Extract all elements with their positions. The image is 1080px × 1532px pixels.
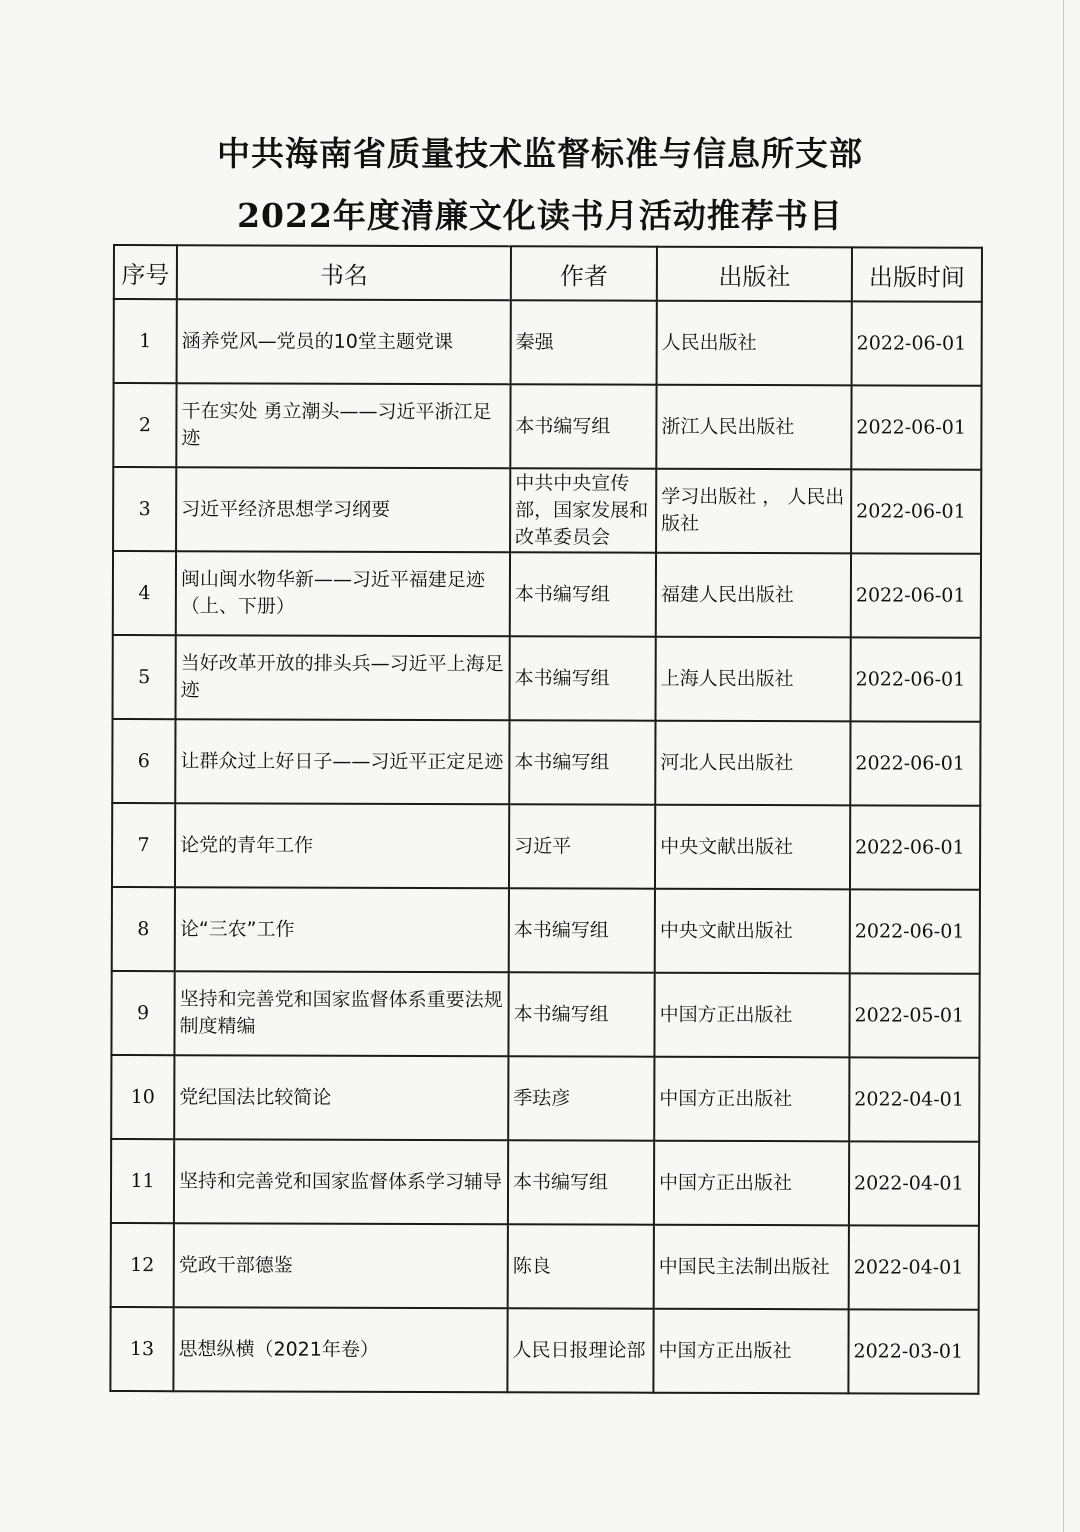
index-cell: 8 [112, 887, 175, 971]
index-cell: 11 [111, 1139, 174, 1223]
book-title-cell: 坚持和完善党和国家监督体系学习辅导 [174, 1139, 508, 1224]
author-cell: 本书编写组 [510, 552, 656, 636]
book-title-cell: 干在实处 勇立潮头——习近平浙江足迹 [176, 383, 510, 468]
publisher-cell: 中国方正出版社 [654, 1141, 849, 1226]
author-cell: 人民日报理论部 [507, 1308, 653, 1392]
table-row [111, 1223, 979, 1310]
book-title-cell: 让群众过上好日子——习近平正定足迹 [175, 719, 509, 804]
document-title-line1: 中共海南省质量技术监督标准与信息所支部 [217, 134, 863, 173]
author-cell: 中共中央宣传部，国家发展和改革委员会 [510, 468, 656, 552]
author-cell: 本书编写组 [510, 384, 656, 468]
header-author: 作者 [511, 246, 657, 300]
document-title-line2: 2022年度清廉文化读书月活动推荐书目 [237, 196, 843, 235]
publish-date-cell: 2022-04-01 [849, 1057, 979, 1141]
publisher-cell: 中央文献出版社 [655, 805, 850, 890]
author-cell: 本书编写组 [509, 888, 655, 972]
book-title-cell: 习近平经济思想学习纲要 [176, 467, 510, 552]
index-cell: 5 [113, 635, 176, 719]
table-row [112, 887, 980, 974]
header-book-title: 书名 [177, 245, 511, 300]
table-row [111, 971, 979, 1058]
author-cell: 本书编写组 [510, 636, 656, 720]
header-publisher: 出版社 [657, 247, 852, 302]
publisher-cell: 上海人民出版社 [656, 637, 851, 722]
publish-date-cell: 2022-06-01 [852, 301, 982, 385]
index-cell: 4 [113, 551, 176, 635]
publish-date-cell: 2022-06-01 [851, 553, 981, 637]
author-cell: 习近平 [509, 804, 655, 888]
publisher-cell: 中国方正出版社 [654, 973, 849, 1058]
index-cell: 10 [111, 1055, 174, 1139]
index-cell: 1 [114, 299, 177, 383]
author-cell: 陈良 [508, 1224, 654, 1308]
index-cell: 6 [112, 719, 175, 803]
header-publish-date: 出版时间 [852, 247, 982, 301]
author-cell: 秦强 [511, 300, 657, 384]
book-title-cell: 思想纵横（2021年卷） [173, 1307, 507, 1392]
publisher-cell: 中国方正出版社 [653, 1309, 848, 1394]
publisher-cell: 福建人民出版社 [656, 553, 851, 638]
book-list-table [109, 244, 983, 1395]
publisher-cell: 中国民主法制出版社 [654, 1225, 849, 1310]
index-cell: 12 [111, 1223, 174, 1307]
book-title-cell: 论党的青年工作 [175, 803, 509, 888]
publish-date-cell: 2022-04-01 [849, 1141, 979, 1225]
table-row [112, 803, 980, 890]
index-cell: 2 [113, 383, 176, 467]
book-title-cell: 涵养党风—党员的10堂主题党课 [177, 299, 511, 384]
publisher-cell: 浙江人民出版社 [656, 385, 851, 470]
publish-date-cell: 2022-05-01 [849, 973, 979, 1057]
author-cell: 本书编写组 [508, 972, 654, 1056]
table-row [112, 719, 980, 806]
header-index: 序号 [114, 245, 177, 299]
index-cell: 3 [113, 467, 176, 551]
table-row [111, 1055, 979, 1142]
index-cell: 13 [110, 1307, 173, 1391]
publish-date-cell: 2022-06-01 [850, 721, 980, 805]
index-cell: 7 [112, 803, 175, 887]
publish-date-cell: 2022-06-01 [851, 469, 981, 553]
author-cell: 季珐彦 [508, 1056, 654, 1140]
author-cell: 本书编写组 [509, 720, 655, 804]
index-cell: 9 [111, 971, 174, 1055]
book-title-cell: 党纪国法比较简论 [174, 1055, 508, 1140]
publish-date-cell: 2022-06-01 [851, 637, 981, 721]
publisher-cell: 学习出版社 ， 人民出版社 [656, 469, 851, 554]
book-title-cell: 坚持和完善党和国家监督体系重要法规制度精编 [174, 971, 508, 1056]
table-row [114, 299, 982, 386]
table-row [111, 1139, 979, 1226]
table-row [113, 383, 981, 470]
table-row [113, 551, 981, 638]
publish-date-cell: 2022-06-01 [851, 385, 981, 469]
table-row [110, 1307, 978, 1394]
book-title-cell: 论“三农”工作 [175, 887, 509, 972]
table-header-row [114, 245, 982, 302]
publish-date-cell: 2022-03-01 [848, 1309, 978, 1393]
publish-date-cell: 2022-04-01 [849, 1225, 979, 1309]
book-title-cell: 当好改革开放的排头兵—习近平上海足迹 [176, 635, 510, 720]
publisher-cell: 中国方正出版社 [654, 1057, 849, 1142]
table-row [113, 635, 981, 722]
book-title-cell: 闽山闽水物华新——习近平福建足迹（上、下册） [176, 551, 510, 636]
publisher-cell: 河北人民出版社 [655, 721, 850, 806]
book-title-cell: 党政干部德鉴 [174, 1223, 508, 1308]
publish-date-cell: 2022-06-01 [850, 805, 980, 889]
publisher-cell: 中央文献出版社 [655, 889, 850, 974]
publisher-cell: 人民出版社 [657, 301, 852, 386]
table-row [113, 467, 981, 554]
publish-date-cell: 2022-06-01 [850, 889, 980, 973]
author-cell: 本书编写组 [508, 1140, 654, 1224]
